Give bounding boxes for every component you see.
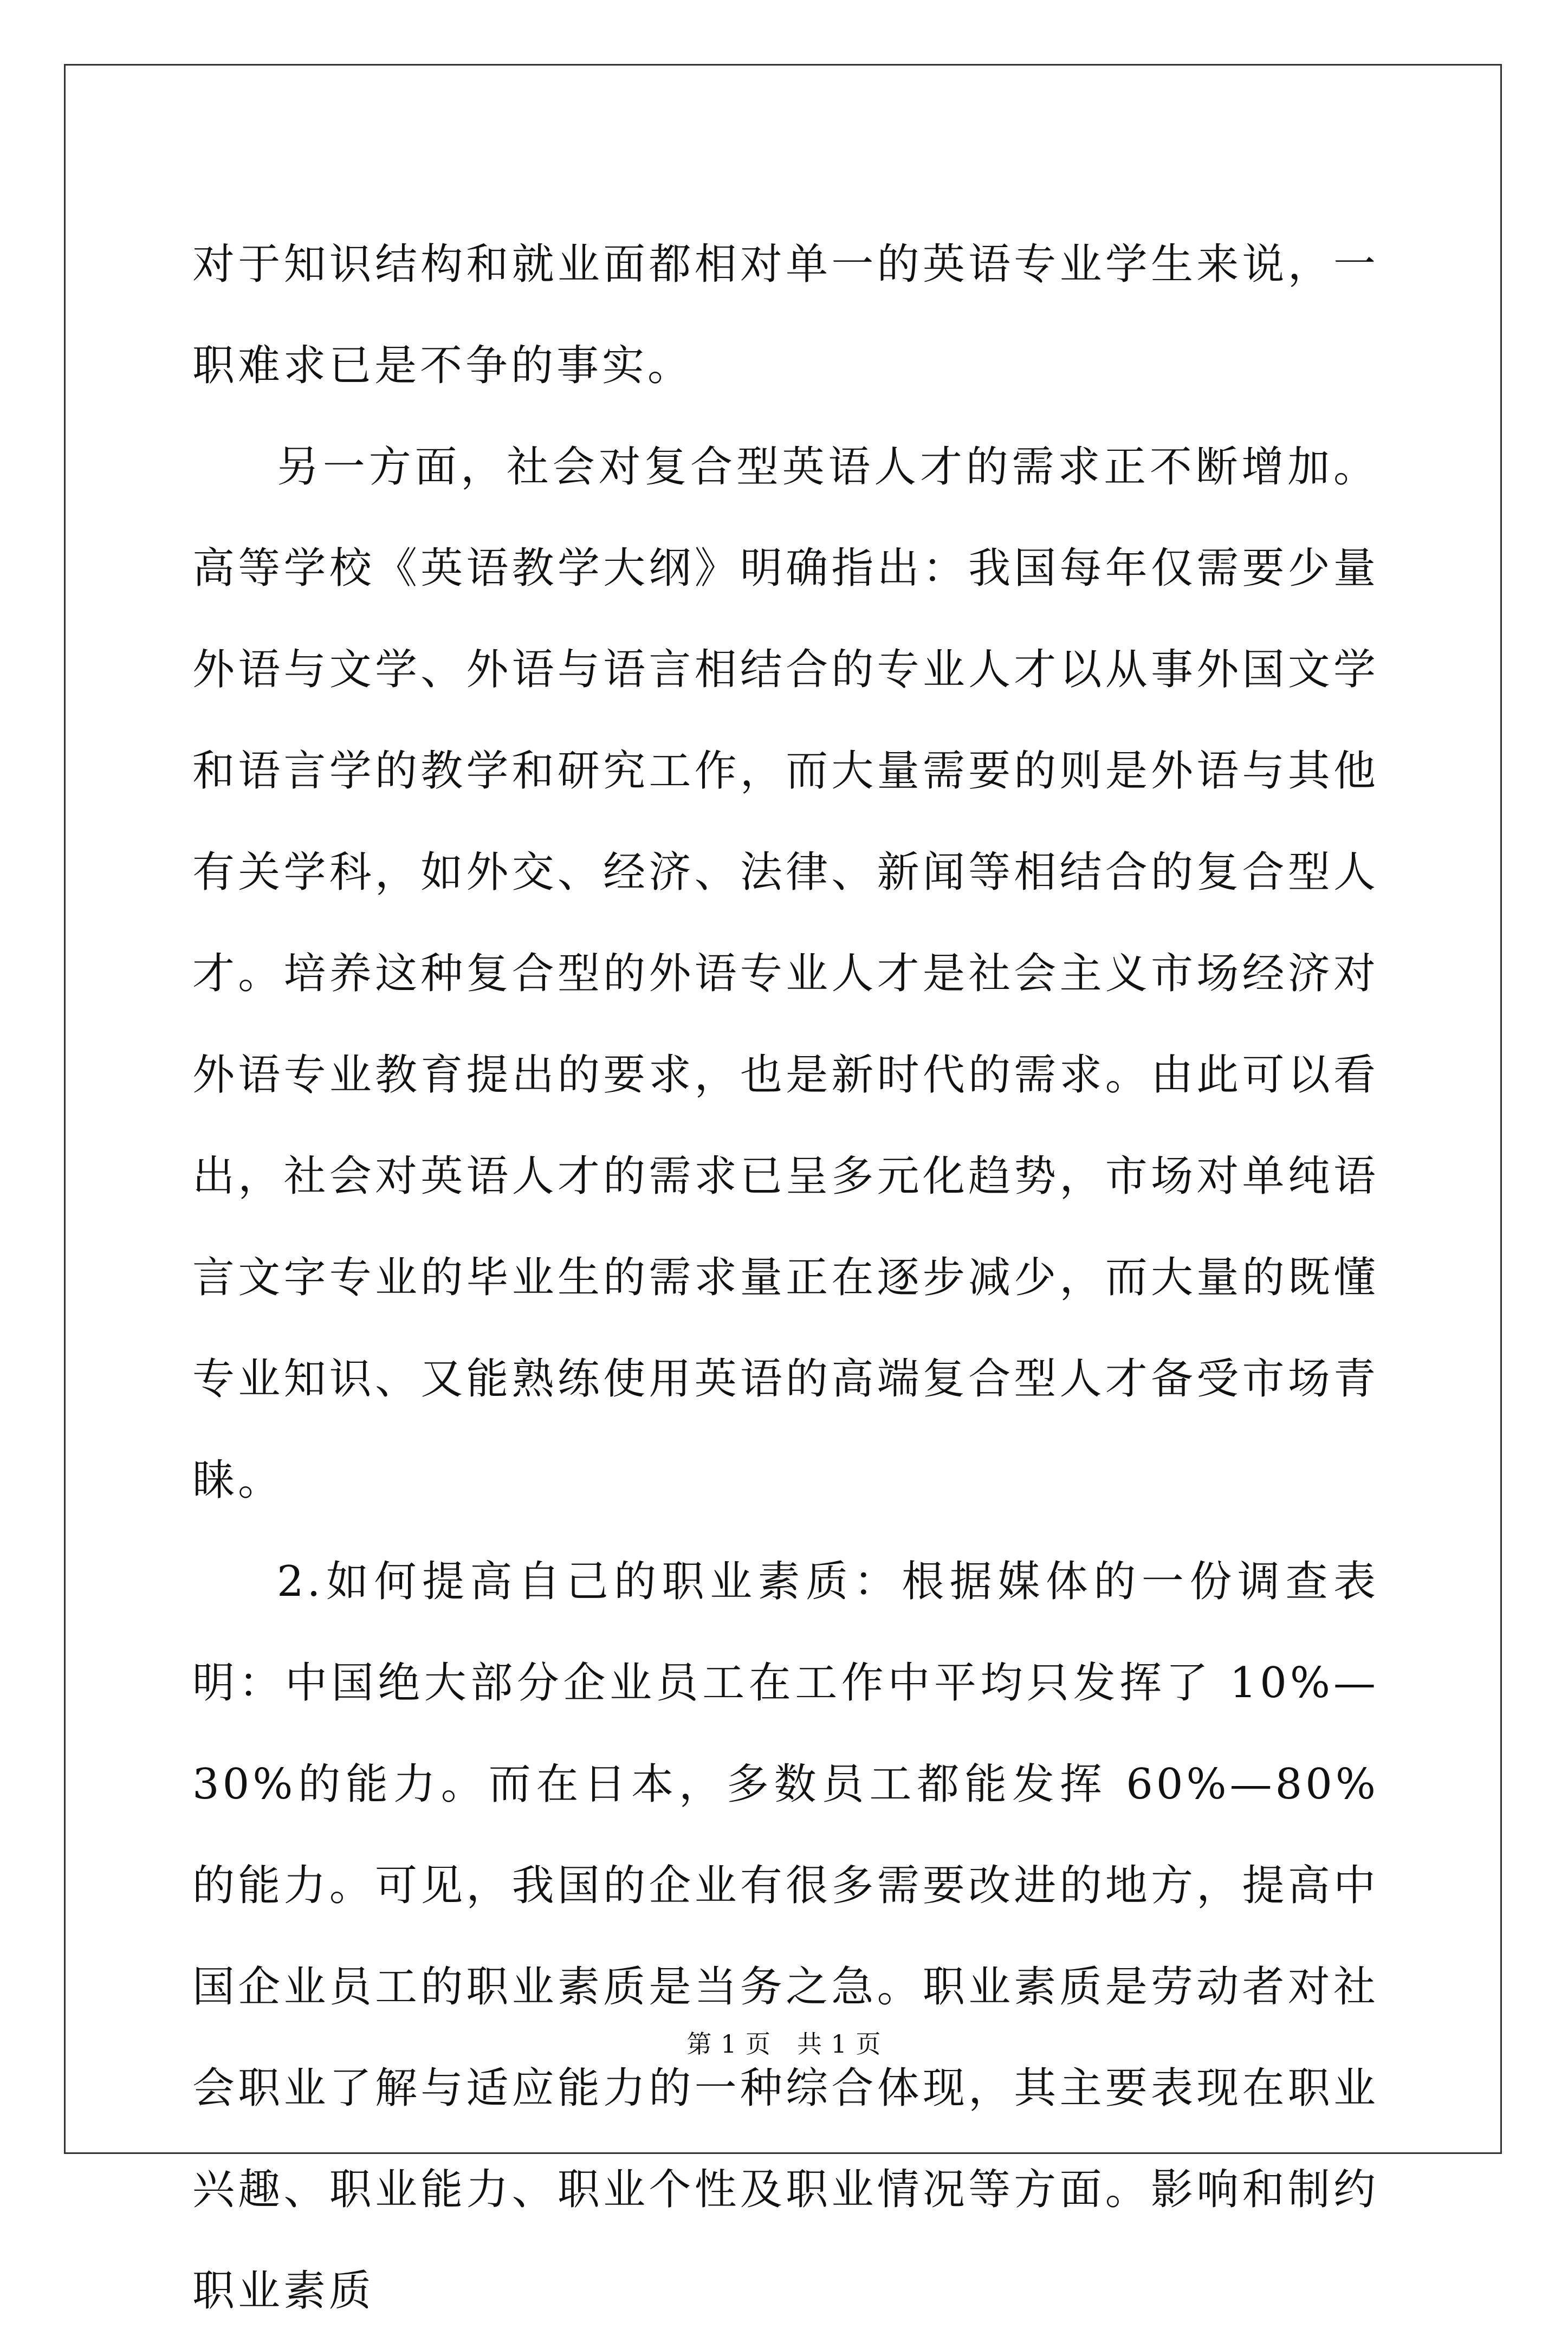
paragraph-1: 对于知识结构和就业面都相对单一的英语专业学生来说，一职难求已是不争的事实。 xyxy=(192,240,1379,390)
paragraph-2: 另一方面，社会对复合型英语人才的需求正不断增加。高等学校《英语教学大纲》明确指出：我国每年仅需要少量外语与文学、外语与语言相结合的专业人才以从事外国文学和语言学的教学和研究工作，而大量需要的则是外语与其他有关学科，如外交、经济、法律、新闻等相结合的复合型人才。培养这种复合型的外语专业人才是社会主义市场经济对外语专业教育提出的要求，也是新时代的需求。由此可以看出，社会对英语人才的需求已呈多元化趋势，市场对单纯语言文字专业的毕业生的需求量正在逐步减少，而大量的既懂专业知识、又能熟练使用英语的高端复合型人才备受市场青睐。 xyxy=(192,443,1379,1505)
page-number: 第 1 页 xyxy=(686,2029,771,2059)
document-body xyxy=(192,214,1379,2342)
paragraph-3: 2.如何提高自己的职业素质：根据媒体的一份调查表明：中国绝大部分企业员工在工作中平均只发挥了 10%—30%的能力。而在日本，多数员工都能发挥 60%—80%的能力。可见，我国的企业有很多需要改进的地方，提高中国企业员工的职业素质是当务之急。职业素质是劳动者对社会职业了解与适应能力的一种综合体现，其主要表现在职业兴趣、职业能力、职业个性及职业情况等方面。影响和制约职业素质 xyxy=(192,1557,1379,2315)
page-footer xyxy=(0,2024,1568,2060)
page-total: 共 1 页 xyxy=(797,2029,882,2059)
